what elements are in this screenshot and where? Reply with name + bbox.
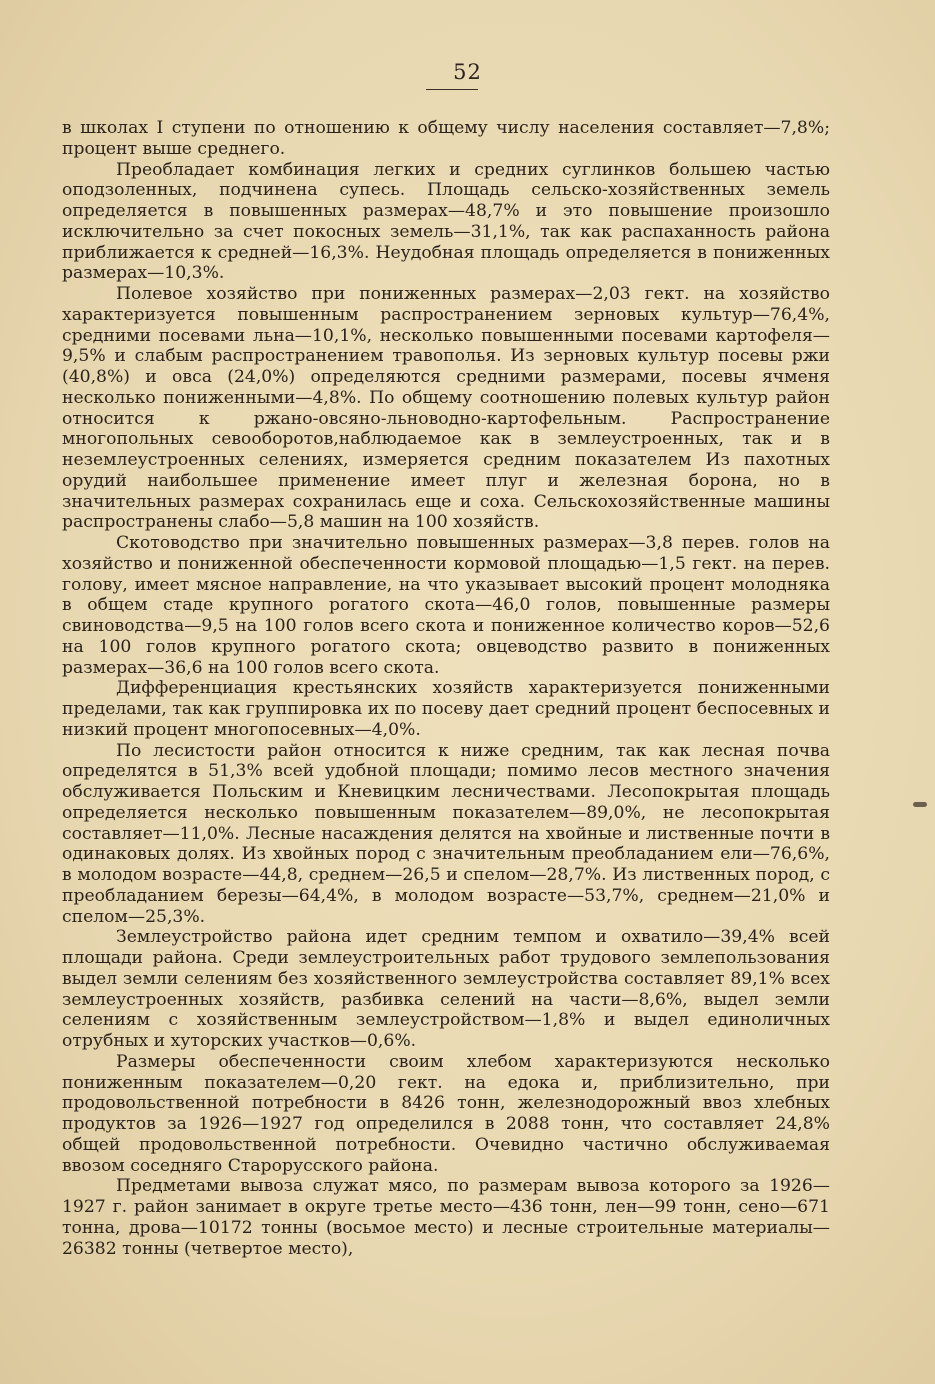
paragraph-exports: Предметами вывоза служат мясо, по размерам вывоза которого за 1926—1927 г. район занимает в округе третье место—436 тонн, лен—99 тонн, сено—671 тонна, дрова—10172 тонны (восьмое место) и лесные строительные материалы—26382 тонны (четвертое место),	[62, 1176, 830, 1259]
paragraph-schools-continuation: в школах I ступени по отношению к общему числу населения составляет—7,8%; процент выше среднего.	[62, 118, 830, 159]
paragraph-forestry: По лесистости район относится к ниже средним, так как лесная почва определятся в 51,3% всей удобной площади; помимо лесов местного значения обслуживается Польским и Кневицким лесничествами. Лесопокрытая площадь определяется несколько повышенным показателем—89,0%, не лесопокрытая составляет—11,0%. Лесные насаждения делятся на хвойные и лиственные почти в одинаковых долях. Из хвойных пород с значительным преобладанием ели—76,6%, в молодом возрасте—44,8, среднем—26,5 и спелом—28,7%. Из лиственных пород, с преобладанием березы—64,4%, в молодом возрасте—53,7%, среднем—21,0% и спелом—25,3%.	[62, 740, 830, 927]
paragraph-soils: Преобладает комбинация легких и средних суглинков большею частью оподзоленных, подчинена супесь. Площадь сельско-хозяйственных земель определяется в повышенных размерах—48,7% и это повышение произошло исключительно за счет покосных земель—31,1%, так как распаханность района приближается к средней—16,3%. Неудобная площадь определяется в пониженных размерах—10,3%.	[62, 159, 830, 284]
paragraph-field-farming: Полевое хозяйство при пониженных размерах—2,03 гект. на хозяйство характеризуется повышенным распространением зерновых культур—76,4%, средними посевами льна—10,1%, несколько повышенными посевами картофеля—9,5% и слабым распространением травополья. Из зерновых культур посевы ржи (40,8%) и овса (24,0%) определяются средними размерами, посевы ячменя несколько пониженными—4,8%. По общему соотношению полевых культур район относится к ржано-овсяно-льноводно-картофельным. Распространение многопольных севооборотов,наблюдаемое как в землеустроенных, так и в неземлеустроенных селениях, измеряется средним показателем Из пахотных орудий наибольшее применение имеет плуг и железная борона, но в значительных размерах сохранилась еще и соха. Сельскохозяйственные машины распространены слабо—5,8 машин на 100 хозяйств.	[62, 284, 830, 533]
body-text	[62, 118, 830, 1259]
paragraph-livestock: Скотоводство при значительно повышенных размерах—3,8 перев. голов на хозяйство и пониженной обеспеченности кормовой площадью—1,5 гект. на перев. голову, имеет мясное направление, на что указывает высокий процент молодняка в общем стаде крупного рогатого скота—46,0 голов, повышенные размеры свиноводства—9,5 на 100 голов всего скота и пониженное количество коров—52,6 на 100 голов крупного рогатого скота; овцеводство развито в пониженных размерах—36,6 на 100 голов всего скота.	[62, 533, 830, 678]
page-number: 52	[453, 60, 482, 84]
paragraph-grain-supply: Размеры обеспеченности своим хлебом характеризуются несколько пониженным показателем—0,20 гект. на едока и, приблизительно, при продовольственной потребности в 8426 тонн, железнодорожный ввоз хлебных продуктов за 1926—1927 год определился в 2088 тонн, что составляет 24,8% общей продовольственной потребности. Очевидно частично обслуживаемая ввозом соседняго Старорусского района.	[62, 1051, 830, 1176]
paragraph-differentiation: Дифференциация крестьянских хозяйств характеризуется пониженными пределами, так как группировка их по посеву дает средний процент беспосевных и низкий процент многопосевных—4,0%.	[62, 678, 830, 740]
page-number-underline	[426, 89, 478, 90]
paragraph-land-management: Землеустройство района идет средним темпом и охватило—39,4% всей площади района. Среди землеустроительных работ трудового землепользования выдел земли селениям без хозяйственного землеустройства составляет 89,1% всех землеустроенных хозяйств, разбивка селений на части—8,6%, выдел земли селениям с хозяйственным землеустройством—1,8% и выдел единоличных отрубных и хуторских участков—0,6%.	[62, 927, 830, 1051]
ink-smudge	[913, 802, 927, 807]
